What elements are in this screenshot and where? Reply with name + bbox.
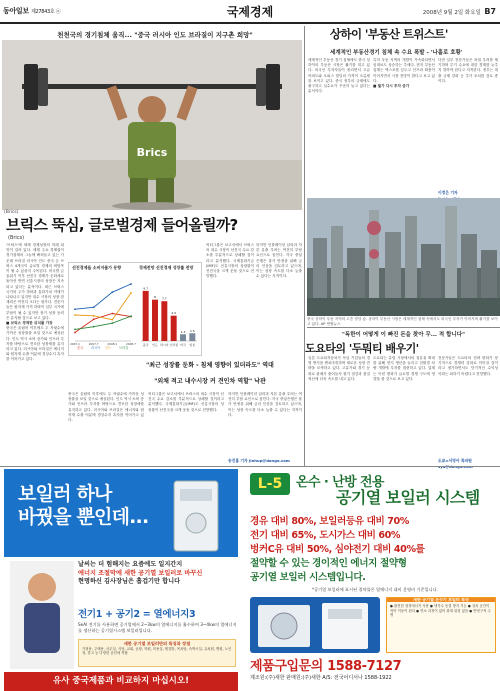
ad-line: 벙커C유 대비 50%, 심야전기 대비 40%를 (250, 544, 425, 555)
story-tag: "독한이 어떻게 이 빠진 돈을 찾아 무... 적 합니다" (342, 332, 465, 338)
article-column: 하지만 인플레이션 압력과 자본 유출 우려는 여전히 부담 요인으로 꼽힌다. 각국 중앙은행은 물가 안정을 위해 금리 인상을 검토하고 있으며, 이는 성장 속도를 다소 늦출 수 있다는 지적이다. (256, 243, 302, 279)
data-point (130, 292, 132, 294)
article-column: 씨티그룹은 보고서에서 브릭스의 내수 시장이 선진국 수요 감소를 부분적으로 상쇄할 것이라고 분석했다. 국제통화기금(IMF)도 신흥시장의 성장률이 선진국을 크게 웃돌 것으로 전망했다. (206, 243, 254, 279)
skyline-illustration (307, 198, 500, 316)
legend-label: 인도 (105, 346, 112, 350)
hero-photo (2, 40, 302, 210)
hero-caption: (Brics) (4, 210, 19, 215)
article-column: 다만 일부 전문가들은 과열 우려를 제기하며 투기 수요에 대한 경계를 늦추지 말아야 한다고 지적한다. 정부는 대출 규제 강화 등 추가 조치를 검토 중이다. (438, 58, 498, 83)
article-column: 중국은 올림픽 이후에도 두 자릿수에 가까운 성장률을 보일 것으로 예상된다. 인도 역시 소비 증가와 인프라 투자를 바탕으로 견조한 성장세를 유지하고 있다. 러시아와 브라질은 에너지와 원자재 수출 덕분에 경상수지 흑자를 이어가고 있다. (68, 392, 144, 423)
series-line (75, 314, 131, 333)
pull-quote: "최근 성장률 둔화 - 침체 영향이 있더라도" 역대 (146, 362, 274, 369)
boiler-ad-left[interactable] (4, 469, 238, 691)
ad-headline: 공기열 보일러 시스템 (336, 488, 480, 507)
data-point (93, 306, 95, 308)
byline: 도쿄=서영아 특파원 (438, 458, 472, 463)
data-point (130, 283, 132, 285)
chart-title-left: 선진경제들 소비자물가 동향 (72, 265, 122, 270)
outdoor-unit-image (250, 597, 380, 653)
data-point (74, 314, 76, 316)
main-headline: 브릭스 뚝심, 글로벌경제 들어올릴까? (6, 216, 238, 234)
data-label: 7.7 (161, 296, 167, 301)
byline: 송진흡 기자 jinhup@donga.com (228, 458, 290, 463)
data-point (74, 308, 76, 310)
tick-label: 2007.7 (88, 342, 99, 346)
boiler-product-image (154, 475, 234, 555)
ad-note: *공기열 보일러에 표시된 절약률은 열에너지 대비 운영비 기준입니다. (311, 587, 438, 592)
right-headline: 상하이 '부동산 트위스트' (330, 27, 448, 41)
legend-label: 중국 (77, 346, 84, 350)
chart-title-right: 경제전망 선진경제 성장률 전망 (139, 265, 194, 270)
ad-feature-strip: 새한 공기열 보일러만의 특징과 장점 가정용, 주택용, 사무실, 식당, 교회, 공장, 학원, 미용실, 찜질방, 목욕탕, 숙박시설, 유치원, 병원, 노인정, 창고 등 다양한 공간에 적합 (78, 639, 236, 667)
article-column: 일본 도요타자동차가 독일 기업들의 경영 방식을 벤치마킹하며 새로운 성장 전략을 모색하고 있다. 고유가와 경기 둔화로 판매가 줄어들자 원가 절감과 품질 혁신에 더욱 속도를 내고 있다. (308, 356, 370, 381)
chart-box (68, 262, 202, 356)
ad-copy: 날씨는 더 험해지는 요즘에도 일지간지 에너지 조절막에 새한 공기열 보일러로 바꾸신 현명하신 김사장님은 흡겁기만 합니다 (78, 561, 203, 586)
main-sub: (Brics) (8, 235, 25, 241)
right-sub: 세계적인 부동산경기 침체 속 수요 폭발 - '나홀로 호황' (330, 50, 463, 56)
data-label: 1.3 (180, 329, 186, 334)
ad-phone[interactable]: 제품구입문의 1588-7127 (250, 659, 402, 674)
section-title: 국제경제 (226, 5, 274, 19)
chart-svg (69, 275, 201, 355)
data-point (74, 328, 76, 330)
bar (180, 334, 186, 341)
masthead: 동아일보 제27843호 ⓐ (3, 7, 61, 15)
data-label: 9.7 (143, 286, 149, 291)
data-point (93, 315, 95, 317)
boiler-ad-right[interactable] (246, 469, 500, 691)
data-point (130, 315, 132, 317)
series-line (75, 293, 131, 320)
column-divider (304, 26, 305, 466)
data-label: 4.9 (171, 311, 177, 316)
ad-title: 보일러 하나 바꿨을 뿐인데... (18, 483, 149, 528)
tick-label: 미국 (180, 343, 186, 347)
photo-caption: 중국 상하이 푸둥 지역의 고층 빌딩 숲. 상하이 부동산 시장은 세계적인 침체 속에서도 외국인 투자가 이어지며 활기를 보이고 있다. AP 연합뉴스 (307, 317, 498, 326)
bar (189, 333, 195, 341)
story-tag: 천천국의 경기침체 움직... "중국 러시아 인도 브라질이 지구촌 희망" (57, 31, 253, 39)
ad-headline: 온수 · 난방 전용 (296, 475, 384, 490)
bar (143, 291, 149, 341)
byline: 이정은 기자 (438, 190, 458, 195)
data-point (74, 332, 76, 334)
ad-product-box (250, 597, 380, 653)
data-point (111, 319, 113, 321)
data-point (111, 313, 113, 315)
legend-label: 브라질 (119, 346, 129, 350)
article-column: 하지만 인플레이션 압력과 자본 유출 우려는 여전히 부담 요인으로 꼽힌다. 각국 중앙은행은 물가 안정을 위해 금리 인상을 검토하고 있으며, 이는 성장 속도를 다소 늦출 수 있다는 지적이다. (228, 392, 302, 417)
tick-label: 러시아 (159, 343, 169, 347)
data-point (111, 322, 113, 324)
shanghai-photo (307, 198, 500, 316)
tick-label: 중국 (142, 343, 149, 347)
article-column: 도요타는 유럽 시장에서의 점유율 확대를 위해 현지 생산을 늘리고 친환경 차량 개발에 투자를 집중하고 있다. 업계는 이런 변화가 글로벌 경쟁 구도에 영향을 줄 것으로 보고 있다. (373, 356, 435, 381)
article-column: 특히 푸둥 지역의 개발이 가속화되면서 임대료도 상승하는 추세다. 현지 부동산 업계는 엑스포를 앞두고 인프라 확충이 이어지면서 시장 전망이 밝다고 보고 있다. ■ 월가 다시 투자 증가 (373, 58, 435, 89)
legend-label: 러시아 (91, 346, 101, 350)
article-column: 세계적인 부동산 경기 침체에도 중국 상하이의 부동산 시장은 활기를 띠고 있다. 외국인 투자자들이 몰리면서 고급 아파트와 오피스 빌딩의 가격이 오름세를 보이고 있다. 중국 정부의 규제에도 불구하고 실수요가 꾸준히 늘고 있다는 분석이다. (308, 58, 370, 94)
weightlifter-illustration (2, 40, 302, 210)
section-divider (307, 327, 500, 328)
data-point (111, 291, 113, 293)
ad-line: 전기 대비 65%, 도시가스 대비 60% (250, 530, 401, 541)
ad-warning-bar: 유사 중국제품과 비교하지 마십시오! (4, 672, 238, 691)
ad-line: 공기열 보일러 시스템입니다. (250, 572, 366, 583)
data-label: 8 (154, 295, 156, 300)
ad-formula: 전기1 + 공기2 = 열에너지3 (78, 609, 196, 620)
ad-maker: 제조원:(주)새한 판매원:(주)새한 A/S: 전국어디서나 1588-1922 (250, 675, 392, 681)
person-illustration (10, 561, 74, 669)
tick-label: 일본 (189, 343, 196, 347)
tick-label: 2007.1 (70, 342, 80, 346)
bar (161, 301, 167, 341)
ad-features: 새한 공기열 온수기 보일러 특징 ● 완전한 청정에너지 사용 ● 냉각수 동결 방지 기능 ● 설치 공간이 작아 이동이 편리 ● 연소 과정이 없어 화재 위험 없음 ● 반영구적 수명 (386, 597, 496, 653)
bar (152, 300, 158, 341)
ad-small-text: SeAl 전기를 사용하면 공기열에서 2~3kw의 열에너지를 흡수하여 3~4kw의 열에너지를 생산하는 공기열시스템 보일러입니다. (78, 622, 237, 633)
article-column: 씨티그룹은 보고서에서 브릭스의 내수 시장이 선진국 수요 감소를 부분적으로 상쇄할 것이라고 분석했다. 국제통화기금(IMF)도 신흥시장의 성장률이 선진국을 크게 웃돌 것으로 전망했다. (148, 392, 224, 412)
ad-divider (0, 466, 500, 467)
tick-label: 2008.7 (126, 342, 136, 346)
ad-line: 경유 대비 80%, 보일러등유 대비 70% (250, 516, 410, 527)
tick-label: 2008.1 (107, 342, 118, 346)
toyota-headline: 도요타의 '두뭐티 배우기' (305, 342, 419, 355)
data-point (93, 326, 95, 328)
pull-quote: "외채 적고 내수시장 커 견인차 역할" 낙관 (154, 378, 266, 385)
tick-label: 브라질 (169, 343, 179, 347)
article-column: '브릭스'에 세계 경제성장의 미래 희망이 걸려 있다. 세계 주요 경제권이 경기침체의 그늘에 빠져들고 있는 가운데 브라질 러시아 인도 중국 등 브릭스 4개국이 글로벌 경제의 버팀목이 될 수 있을지 주목된다. 미국발 금융위기 이후 선진국 경제가 둔화세로 돌아선 반면 신흥시장의 성장은 지속되고 있다는 분석이다. 최근 브릭스 국가의 주가 하락과 통화가치 약세가 나타나고 있지만 내수 시장의 성장 잠재력은 여전히 크다는 평가다. 전문가들은 원자재 가격 하락이 일부 국가에 부담이 될 수 있지만 장기 성장 동력은 유지될 것으로 보고 있다. ■ 브릭스 경제한 위치를 가장 중국은 올림픽 이후에도 두 자릿수에 가까운 성장률을 보일 것으로 예상된다. 인도 역시 소비 증가와 인프라 투자를 바탕으로 견조한 성장세를 유지하고 있다. 러시아와 브라질은 에너지와 원자재 수출 덕분에 경상수지 흑자를 이어가고 있다. (6, 243, 64, 362)
tick-label: 인도 (152, 343, 158, 347)
data-point (93, 318, 95, 320)
page-info: 2008년 9월 2일 화요일 B7 (422, 7, 496, 16)
ad-line: 절약할 수 있는 경이적인 에너지 절약형 (250, 558, 407, 569)
bar (171, 316, 177, 341)
data-label: 1.5 (189, 328, 195, 333)
article-column: 전문가들은 도요타의 전략 변화가 장기적으로 경쟁력 강화로 이어질 것이라고 평가하면서도 단기적인 수익성 악화는 피하기 어렵다고 전망했다. (438, 356, 498, 376)
hero-label: Brics (136, 146, 168, 159)
ad-logo: L-5 (250, 473, 290, 495)
